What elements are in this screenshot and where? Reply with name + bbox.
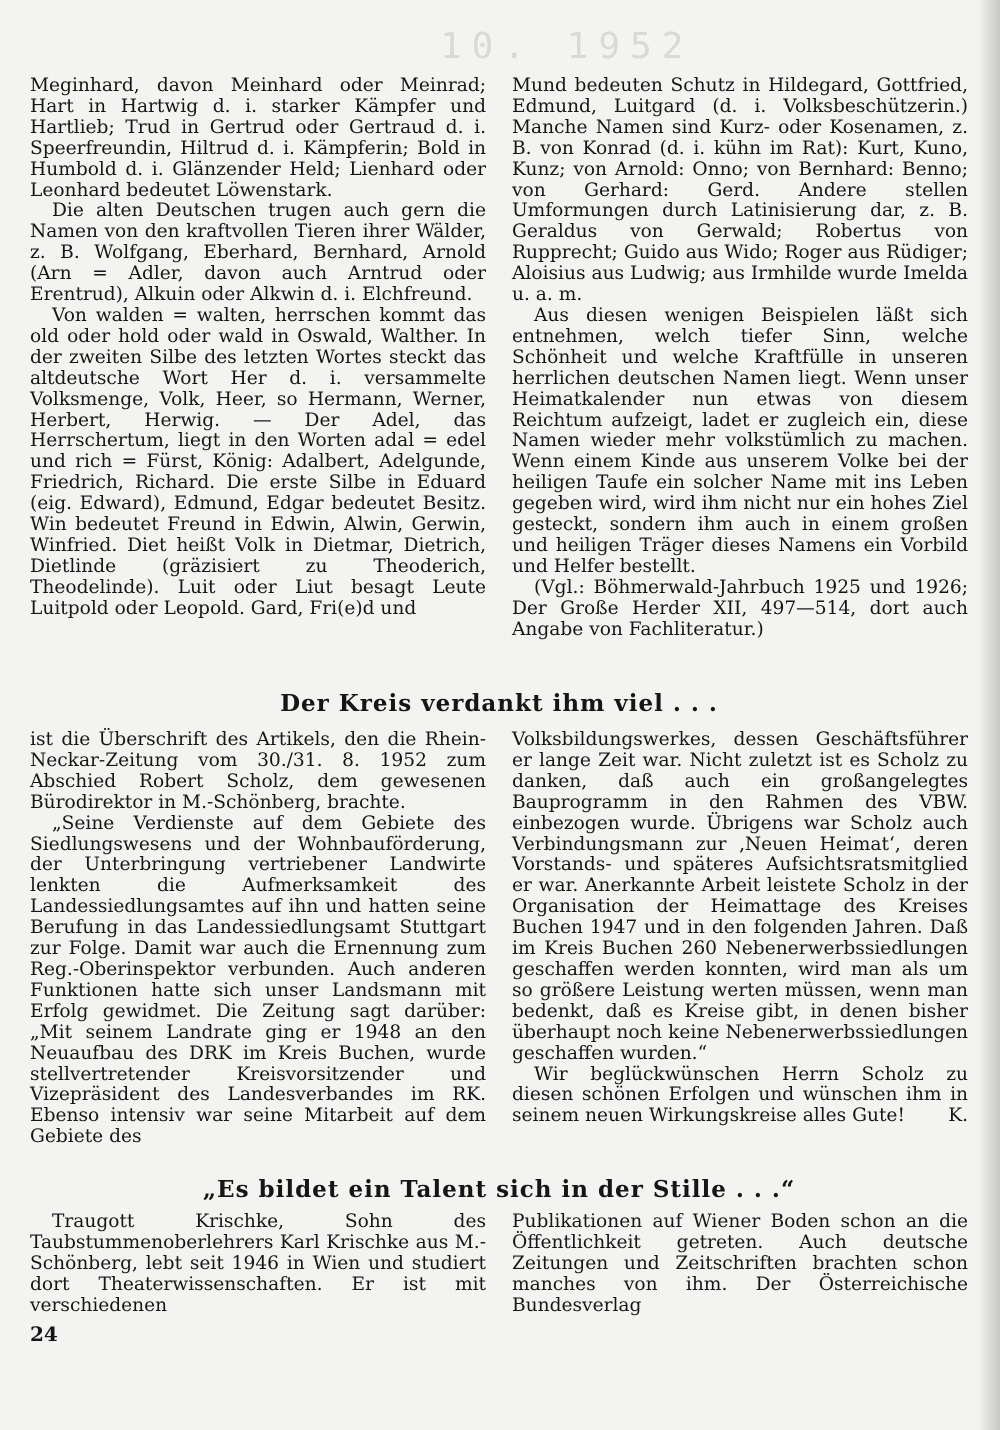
page-edge-shadow — [978, 0, 1000, 1430]
closing-sentence: Wir beglückwünschen Herrn Scholz zu diesen schönen Erfolgen und wünschen ihm in seinem neuen Wirkungskreise alles Gute! — [512, 1063, 968, 1127]
page-number: 24 — [30, 1322, 58, 1346]
author-signature: K. — [948, 1105, 968, 1127]
section-heading-talent: „Es bildet ein Talent sich in der Stille . . .“ — [202, 1176, 796, 1203]
names-article-left-column — [30, 76, 486, 620]
paragraph — [512, 1065, 968, 1128]
reference-note: (Vgl.: Böhmerwald-Jahrbuch 1925 und 1926; Der Große Herder XII, 497—514, dort auch Angabe von Fachliteratur.) — [512, 576, 968, 640]
names-article-right-column — [512, 76, 968, 640]
paragraph: Volksbildungswerkes, dessen Geschäftsführer er lange Zeit war. Nicht zuletzt ist es Scholz zu danken, daß auch ein großangelegtes Bauprogramm in den Rahmen des VBW. einbezogen wurde. Übrigens war Scholz auch Verbindungsmann zur ‚Neuen Heimat‘, deren Vorstands- und späteres Aufsichtsratsmitglied er war. Anerkannte Arbeit leistete Scholz in der Organisation der Heimattage des Kreises Buchen 1947 und in den folgenden Jahren. Daß im Kreis Buchen 260 Nebenerwerbssiedlungen geschaffen werden konnten, wird man als um so größere Leistung werten müssen, wenn man bedenkt, daß es Kreise gibt, in denen bisher überhaupt noch keine Nebenerwerbssiedlungen geschaffen wurden.“ — [512, 729, 968, 1064]
paragraph: Meginhard, davon Meinhard oder Meinrad; Hart in Hartwig d. i. starker Kämpfer und Hartlieb; Trud in Gertrud oder Gertraud d. i. Speerfreundin, Hiltrud d. i. Kämpferin; Bold in Humbold d. i. Glänzender Held; Lienhard oder Leonhard bedeutet Löwenstark. — [30, 75, 486, 201]
paragraph: Mund bedeuten Schutz in Hildegard, Gottfried, Edmund, Luitgard (d. i. Volksbeschützerin.) Manche Namen sind Kurz- oder Kosenamen, z. B. von Konrad (d. i. kühn im Rat): Kurt, Kuno, Kunz; von Arnold: Onno; von Bernhard: Benno; von Gerhard: Gerd. Andere stellen Umformungen durch Latinisierung dar, z. B. Geraldus von Gerwald; Robertus von Rupprecht; Guido aus Wido; Roger aus Rüdiger; Aloisius aus Ludwig; aus Irmhilde wurde Imelda u. a. m. — [512, 75, 968, 306]
paragraph: Die alten Deutschen trugen auch gern die Namen von den kraftvollen Tieren ihrer Wälder, z. B. Wolfgang, Eberhard, Bernhard, Arnold (Arn = Adler, davon auch Arntrud oder Erentrud), Alkuin oder Alkwin d. i. Elchfreund. — [30, 200, 486, 306]
talent-article-right-column — [512, 1212, 968, 1317]
talent-article-left-column — [30, 1212, 486, 1317]
section-heading-kreis: Der Kreis verdankt ihm viel . . . — [280, 690, 718, 717]
paragraph: Publikationen auf Wiener Boden schon an die Öffentlichkeit getreten. Auch deutsche Zeitungen und Zeitschriften brachten schon manches von ihm. Der Österreichische Bundesverlag — [512, 1211, 968, 1316]
paragraph: „Seine Verdienste auf dem Gebiete des Siedlungswesens und der Wohnbauförderung, der Unterbringung vertriebener Landwirte lenkten die Aufmerksamkeit des Landessiedlungsamtes auf ihn und hatten seine Berufung in das Landessiedlungsamt Stuttgart zur Folge. Damit war auch die Ernennung zum Reg.-Oberinspektor verbunden. Auch anderen Funktionen hatte sich unser Landsmann mit Erfolg gewidmet. Die Zeitung sagt darüber: „Mit seinem Landrate ging er 1948 an den Neuaufbau des DRK im Kreis Buchen, wurde stellvertretender Kreisvorsitzender und Vizepräsident des Landesverbandes im RK. Ebenso intensiv war seine Mitarbeit auf dem Gebiete des — [30, 812, 486, 1148]
paragraph: ist die Überschrift des Artikels, den die Rhein-Neckar-Zeitung vom 30./31. 8. 1952 zum Abschied Robert Scholz, dem gewesenen Bürodirektor in M.-Schönberg, brachte. — [30, 729, 486, 813]
paragraph: Traugott Krischke, Sohn des Taubstummenoberlehrers Karl Krischke aus M.-Schönberg, lebt seit 1946 in Wien und studiert dort Theaterwissenschaften. Er ist mit verschiedenen — [30, 1211, 486, 1316]
archive-stamp: 10. 1952 — [440, 26, 694, 67]
paragraph: Aus diesen wenigen Beispielen läßt sich entnehmen, welch tiefer Sinn, welche Schönheit und welche Kraftfülle in unseren herrlichen deutschen Namen liegt. Wenn unser Heimatkalender nun etwas von diesem Reichtum aufzeigt, ladet er zugleich ein, diese Namen wieder mehr volkstümlich zu machen. Wenn einem Kinde aus unserem Volke bei der heiligen Taufe ein solcher Name mit ins Leben gegeben wird, wird ihm nicht nur ein hohes Ziel gesteckt, sondern ihm auch in einem großen und heiligen Träger dieses Namens ein Vorbild und Helfer bestellt. — [512, 304, 968, 577]
scholz-article-left-column — [30, 730, 486, 1148]
scholz-article-right-column — [512, 730, 968, 1127]
paragraph: Von walden = walten, herrschen kommt das old oder hold oder wald in Oswald, Walther. In der zweiten Silbe des letzten Wortes steckt das altdeutsche Wort Her d. i. versammelte Volksmenge, Volk, Heer, so Hermann, Werner, Herbert, Herwig. — Der Adel, das Herrschertum, liegt in den Worten adal = edel und rich = Fürst, König: Adalbert, Adelgunde, Friedrich, Richard. Die erste Silbe in Eduard (eig. Edward), Edmund, Edgar bedeutet Besitz. Win bedeutet Freund in Edwin, Alwin, Gerwin, Winfried. Diet heißt Volk in Dietmar, Dietrich, Dietlinde (gräzisiert zu Theoderich, Theodelinde). Luit oder Liut besagt Leute Luitpold oder Leopold. Gard, Fri(e)d und — [30, 304, 486, 619]
